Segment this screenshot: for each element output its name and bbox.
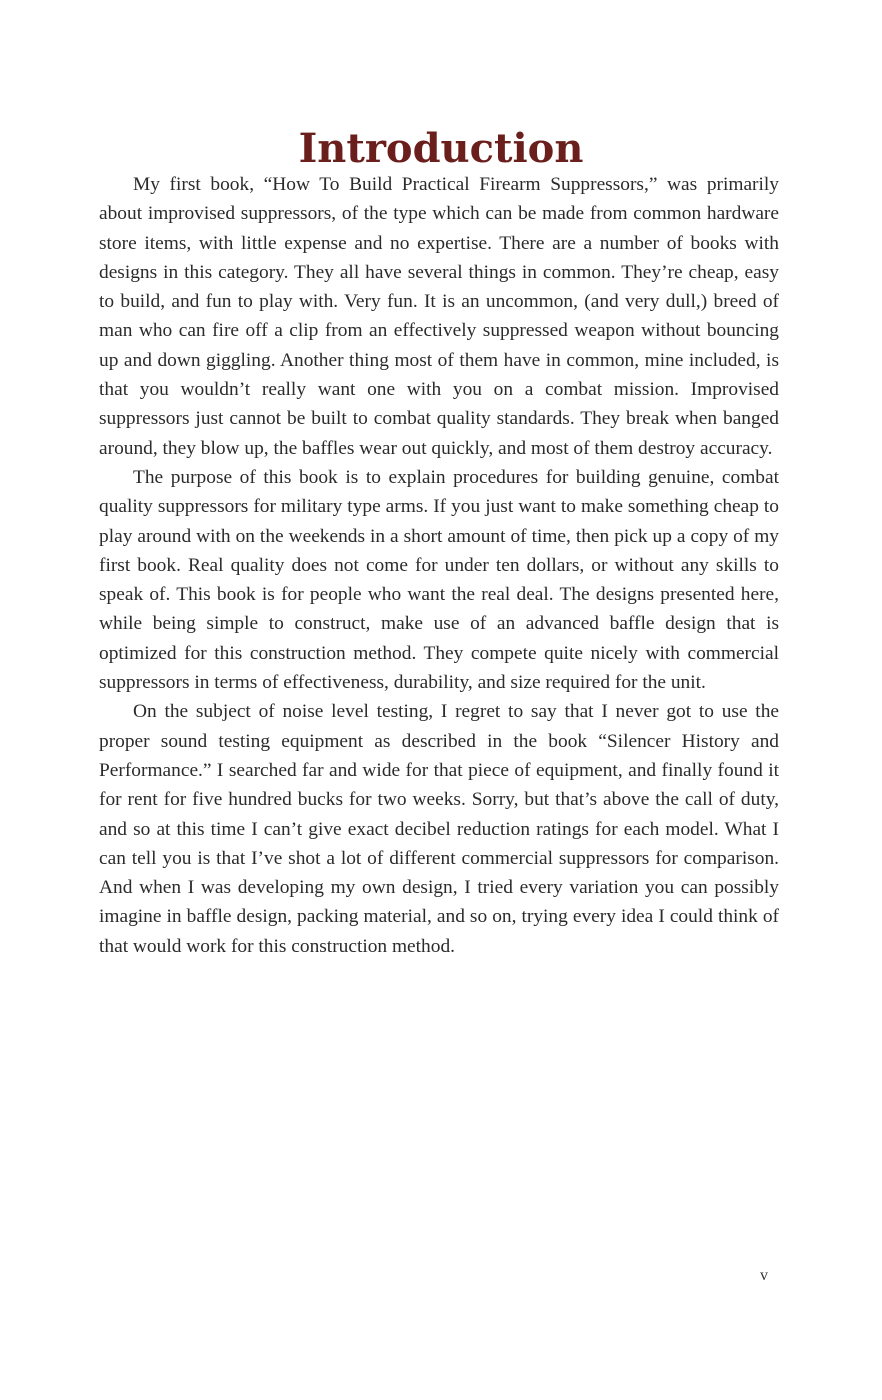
page-title: Introduction xyxy=(298,125,584,172)
paragraph-3: On the subject of noise level testing, I regret to say that I never got to use the proper sound testing equipment as described in the book “Silencer History and Performance.” I searched far and wide for that piece of equipment, and finally found it for rent for five hundred bucks for two weeks. Sorry, but that’s above the call of duty, and so at this time I can’t give exact decibel reduction ratings for each model. What I can tell you is that I’ve shot a lot of different commercial suppressors for comparison. And when I was developing my own design, I tried every variation you can possibly imagine in baffle design, packing material, and so on, trying every idea I could think of that would work for this construction method. xyxy=(99,701,779,957)
body-text xyxy=(99,170,779,961)
paragraph-2: The purpose of this book is to explain procedures for building genuine, combat quality suppressors for military type arms. If you just want to make something cheap to play around with on the weekends in a short amount of time, then pick up a copy of my first book. Real quality does not come for under ten dollars, or without any skills to speak of. This book is for people who want the real deal. The designs presented here, while being simple to construct, make use of an advanced baffle design that is optimized for this construction method. They compete quite nicely with commercial suppressors in terms of effectiveness, durability, and size required for the unit. xyxy=(99,466,779,694)
page-number: v xyxy=(760,1267,768,1284)
paragraph-1: My first book, “How To Build Practical Firearm Suppressors,” was primarily about improvised suppressors, of the type which can be made from common hardware store items, with little expense and no expertise. There are a number of books with designs in this category. They all have several things in common. They’re cheap, easy to build, and fun to play with. Very fun. It is an uncommon, (and very dull,) breed of man who can fire off a clip from an effectively suppressed weapon without bouncing up and down giggling. Another thing most of them have in common, mine included, is that you wouldn’t really want one with you on a combat mission. Improvised suppressors just cannot be built to combat quality standards. They break when banged around, they blow up, the baffles wear out quickly, and most of them destroy accuracy. xyxy=(99,174,779,459)
